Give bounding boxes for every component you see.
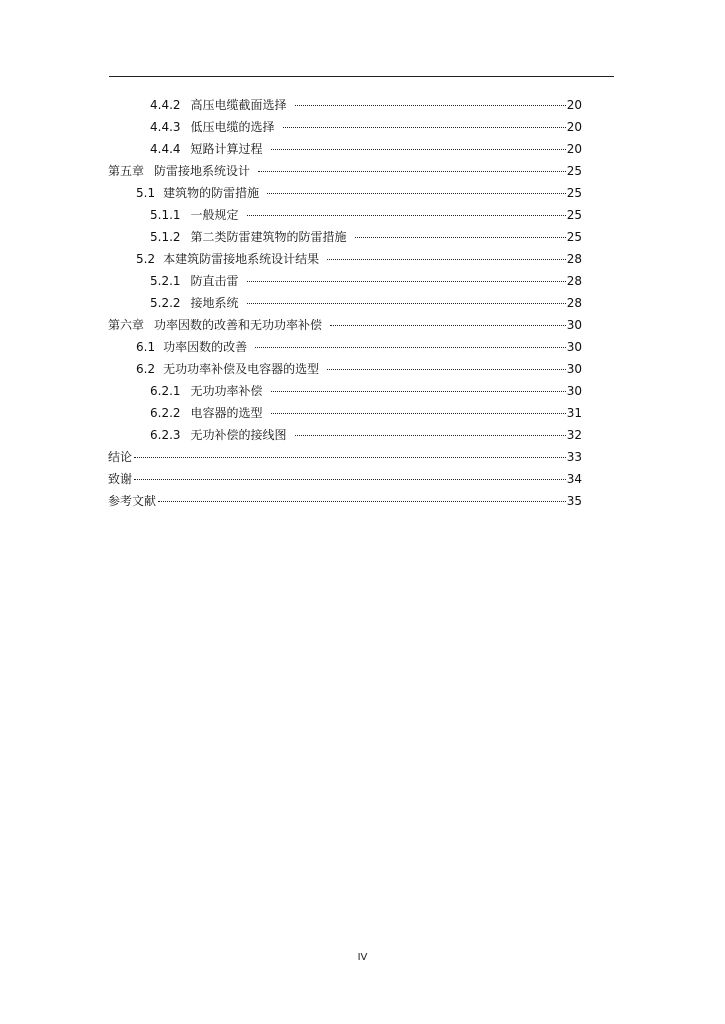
header-rule xyxy=(109,76,614,77)
toc-entry-label xyxy=(150,226,347,248)
toc-entry-page: 25 xyxy=(566,186,582,200)
toc-entry[interactable] xyxy=(108,204,582,226)
toc-entry-page: 31 xyxy=(566,406,582,420)
toc-entry-number: 5.2.1 xyxy=(150,274,181,288)
toc-entry-page: 28 xyxy=(566,252,582,266)
toc-dot-leader xyxy=(247,303,566,304)
toc-entry-page: 30 xyxy=(566,318,582,332)
toc-entry-page: 30 xyxy=(566,340,582,354)
toc-entry[interactable] xyxy=(108,314,582,336)
toc-dot-leader xyxy=(330,325,566,326)
toc-entry-page: 33 xyxy=(566,450,582,464)
toc-entry[interactable] xyxy=(108,490,582,512)
toc-entry-number: 5.2 xyxy=(136,252,156,266)
toc-entry-title: 防雷接地系统设计 xyxy=(154,164,251,178)
toc-dot-leader xyxy=(355,237,566,238)
toc-entry-label xyxy=(150,204,239,226)
toc-entry[interactable] xyxy=(108,468,582,490)
toc-entry-title: 结论 xyxy=(108,450,133,464)
toc-entry[interactable] xyxy=(108,402,582,424)
toc-entry-number: 4.4.3 xyxy=(150,120,181,134)
toc-entry-number: 5.1.2 xyxy=(150,230,181,244)
toc-entry-page: 35 xyxy=(566,494,582,508)
toc-entry-label xyxy=(150,270,239,292)
toc-entry[interactable] xyxy=(108,446,582,468)
toc-entry-page: 25 xyxy=(566,164,582,178)
toc-entry[interactable] xyxy=(108,336,582,358)
toc-dot-leader xyxy=(247,281,566,282)
toc-dot-leader xyxy=(134,457,566,458)
toc-entry[interactable] xyxy=(108,358,582,380)
toc-entry-title: 建筑物的防雷措施 xyxy=(163,186,260,200)
toc-entry-title: 防直击雷 xyxy=(190,274,239,288)
toc-entry-title: 高压电缆截面选择 xyxy=(190,98,287,112)
toc-entry-title: 一般规定 xyxy=(190,208,239,222)
toc-entry-title: 电容器的选型 xyxy=(190,406,263,420)
toc-entry-label xyxy=(150,138,263,160)
toc-entry-page: 25 xyxy=(566,208,582,222)
toc-entry[interactable] xyxy=(108,138,582,160)
toc-dot-leader xyxy=(327,369,566,370)
toc-entry[interactable] xyxy=(108,248,582,270)
toc-entry-number: 5.2.2 xyxy=(150,296,181,310)
toc-entry[interactable] xyxy=(108,182,582,204)
toc-dot-leader xyxy=(271,149,566,150)
toc-entry-page: 20 xyxy=(566,98,582,112)
toc-entry-page: 28 xyxy=(566,274,582,288)
toc-entry-page: 25 xyxy=(566,230,582,244)
toc-entry[interactable] xyxy=(108,424,582,446)
toc-entry-label xyxy=(150,94,287,116)
toc-dot-leader xyxy=(258,171,566,172)
toc-entry-label xyxy=(136,336,247,358)
toc-entry-title: 功率因数的改善 xyxy=(163,340,248,354)
toc-entry[interactable] xyxy=(108,226,582,248)
toc-entry-number: 6.1 xyxy=(136,340,156,354)
toc-dot-leader xyxy=(295,105,566,106)
toc-entry-number: 4.4.2 xyxy=(150,98,181,112)
toc-entry-label xyxy=(108,468,132,490)
toc-entry-page: 20 xyxy=(566,142,582,156)
toc-entry-page: 28 xyxy=(566,296,582,310)
toc-entry[interactable] xyxy=(108,94,582,116)
toc-entry-title: 无功功率补偿及电容器的选型 xyxy=(163,362,320,376)
toc-entry-label xyxy=(150,380,263,402)
toc-entry-label xyxy=(136,358,319,380)
table-of-contents xyxy=(108,94,582,512)
toc-entry-number: 6.2.3 xyxy=(150,428,181,442)
toc-entry-number: 6.2.1 xyxy=(150,384,181,398)
toc-entry-number: 4.4.4 xyxy=(150,142,181,156)
toc-dot-leader xyxy=(134,479,566,480)
toc-entry-page: 30 xyxy=(566,362,582,376)
toc-entry-number: 5.1.1 xyxy=(150,208,181,222)
toc-entry-label xyxy=(150,116,275,138)
toc-dot-leader xyxy=(158,501,566,502)
toc-entry[interactable] xyxy=(108,160,582,182)
toc-entry-title: 本建筑防雷接地系统设计结果 xyxy=(163,252,320,266)
toc-entry-number: 5.1 xyxy=(136,186,156,200)
toc-entry-page: 30 xyxy=(566,384,582,398)
toc-entry[interactable] xyxy=(108,270,582,292)
toc-entry-title: 低压电缆的选择 xyxy=(190,120,275,134)
toc-entry-title: 无功功率补偿 xyxy=(190,384,263,398)
toc-entry-title: 第二类防雷建筑物的防雷措施 xyxy=(190,230,347,244)
toc-dot-leader xyxy=(247,215,566,216)
toc-entry-label xyxy=(150,402,263,424)
toc-entry-label xyxy=(108,490,156,512)
toc-entry-label xyxy=(108,160,250,182)
toc-entry-number: 6.2.2 xyxy=(150,406,181,420)
toc-entry[interactable] xyxy=(108,292,582,314)
toc-dot-leader xyxy=(271,413,566,414)
toc-dot-leader xyxy=(267,193,566,194)
toc-entry-page: 32 xyxy=(566,428,582,442)
toc-entry-label xyxy=(150,424,287,446)
page-number: IV xyxy=(357,952,368,963)
toc-dot-leader xyxy=(283,127,566,128)
toc-dot-leader xyxy=(327,259,566,260)
toc-dot-leader xyxy=(255,347,566,348)
toc-entry-title: 无功补偿的接线图 xyxy=(190,428,287,442)
toc-entry-number: 6.2 xyxy=(136,362,156,376)
toc-entry-title: 功率因数的改善和无功功率补偿 xyxy=(154,318,323,332)
toc-entry-label xyxy=(108,446,132,468)
toc-entry-number: 第五章 xyxy=(108,164,145,178)
toc-entry-title: 短路计算过程 xyxy=(190,142,263,156)
toc-entry-page: 20 xyxy=(566,120,582,134)
toc-dot-leader xyxy=(271,391,566,392)
toc-entry-number: 第六章 xyxy=(108,318,145,332)
toc-entry-label xyxy=(108,314,322,336)
toc-entry-label xyxy=(150,292,239,314)
toc-entry[interactable] xyxy=(108,116,582,138)
toc-entry-label xyxy=(136,248,319,270)
toc-entry-title: 致谢 xyxy=(108,472,133,486)
toc-entry[interactable] xyxy=(108,380,582,402)
toc-entry-label xyxy=(136,182,259,204)
toc-entry-page: 34 xyxy=(566,472,582,486)
toc-entry-title: 接地系统 xyxy=(190,296,239,310)
toc-dot-leader xyxy=(295,435,566,436)
toc-entry-title: 参考文献 xyxy=(108,494,157,508)
